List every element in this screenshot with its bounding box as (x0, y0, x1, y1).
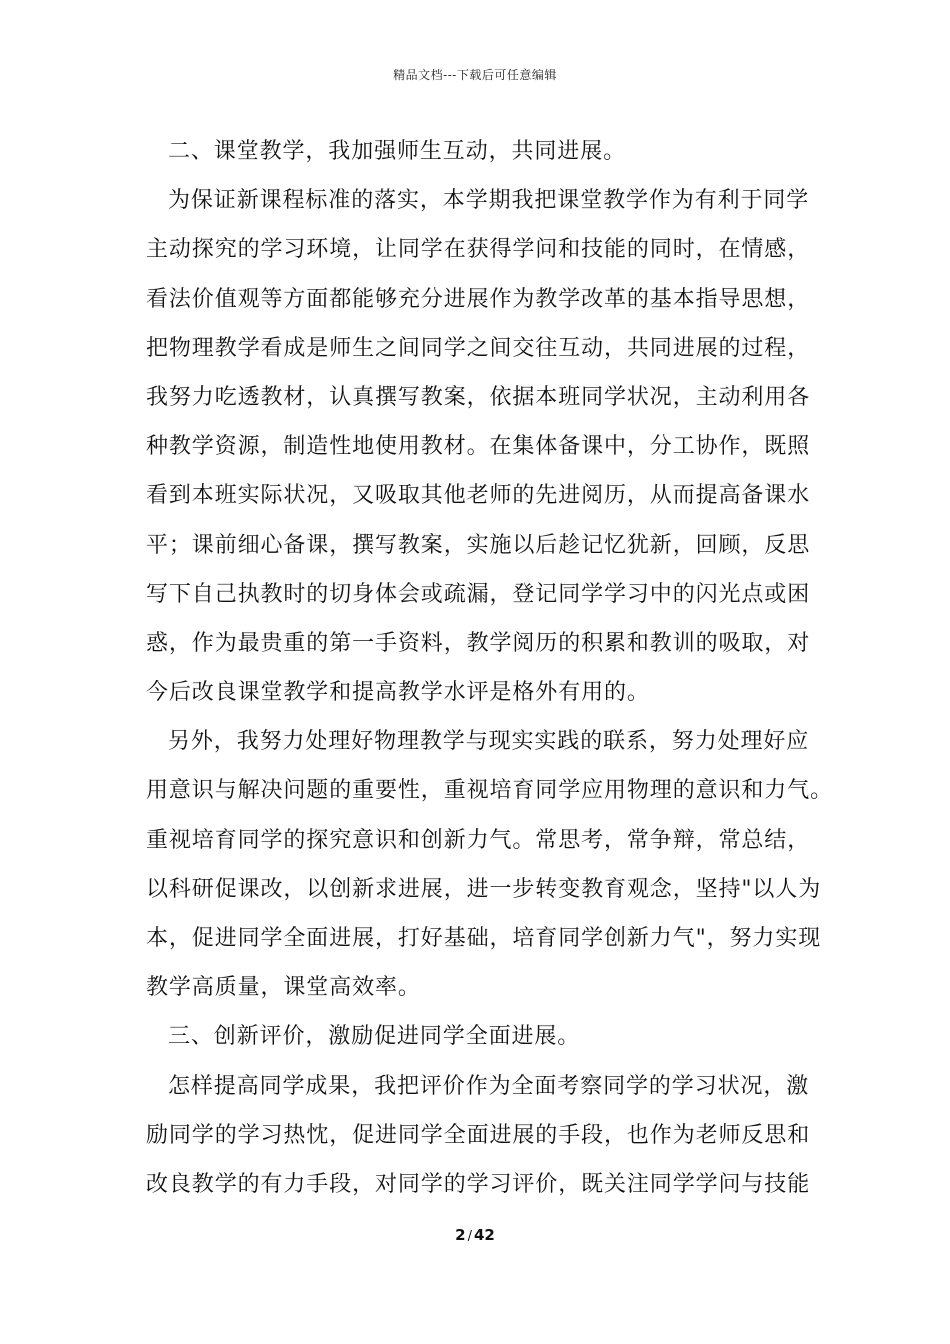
total-page-count: 42 (473, 1226, 495, 1244)
current-page-number: 2 (455, 1226, 466, 1244)
document-body (146, 127, 834, 1209)
text-line: 为保证新课程标准的落实，本学期我把课堂教学作为有利于同学 (168, 188, 810, 214)
text-line: 看法价值观等方面都能够充分进展作为教学改革的基本指导思想， (146, 286, 811, 312)
text-line: 二、课堂教学，我加强师生互动，共同进展。 (168, 139, 627, 164)
text-line: 写下自己执教时的切身体会或疏漏，登记同学学习中的闪光点或困 (146, 581, 811, 607)
text-line: 本，促进同学全面进展，打好基础，培育同学创新力气"，努力实现 (146, 926, 822, 951)
text-line: 重视培育同学的探究意识和创新力气。常思考，常争辩，常总结， (146, 827, 811, 853)
text-line: 以科研促课改，以创新求进展，进一步转变教育观念，坚持"以人为 (146, 876, 822, 902)
text-line: 改良教学的有力手段，对同学的学习评价，既关注同学学问与技能 (146, 1171, 811, 1197)
text-line: 主动探究的学习环境，让同学在获得学问和技能的同时，在情感， (146, 237, 811, 263)
text-line: 惑，作为最贵重的第一手资料，教学阅历的积累和教训的吸取，对 (146, 630, 811, 656)
text-line: 看到本班实际状况，又吸取其他老师的先进阅历，从而提高备课水 (146, 483, 811, 509)
page-number (0, 1226, 950, 1244)
text-line: 励同学的学习热忱，促进同学全面进展的手段，也作为老师反思和 (146, 1122, 811, 1148)
text-line: 教学高质量，课堂高效率。 (146, 975, 421, 1001)
text-line: 三、创新评价，激励促进同学全面进展。 (168, 1024, 581, 1050)
text-line: 另外，我努力处理好物理教学与现实实践的联系，努力处理好应 (168, 729, 810, 755)
text-line: 把物理教学看成是师生之间同学之间交往互动，共同进展的过程， (146, 335, 811, 361)
text-line: 我努力吃透教材，认真撰写教案，依据本班同学状况，主动利用各 (146, 384, 811, 410)
text-line: 种教学资源，制造性地使用教材。在集体备课中，分工协作，既照 (146, 434, 811, 460)
text-line: 今后改良课堂教学和提高教学水评是格外有用的。 (146, 680, 650, 706)
text-line: 平；课前细心备课，撰写教案，实施以后趁记忆犹新，回顾，反思 (146, 532, 811, 558)
page-header: 精品文档---下载后可任意编辑 (393, 68, 557, 82)
text-line: 用意识与解决问题的重要性，重视培育同学应用物理的意识和力气。 (146, 778, 834, 804)
page-separator: / (467, 1229, 472, 1244)
text-line: 怎样提高同学成果，我把评价作为全面考察同学的学习状况，激 (168, 1073, 810, 1099)
